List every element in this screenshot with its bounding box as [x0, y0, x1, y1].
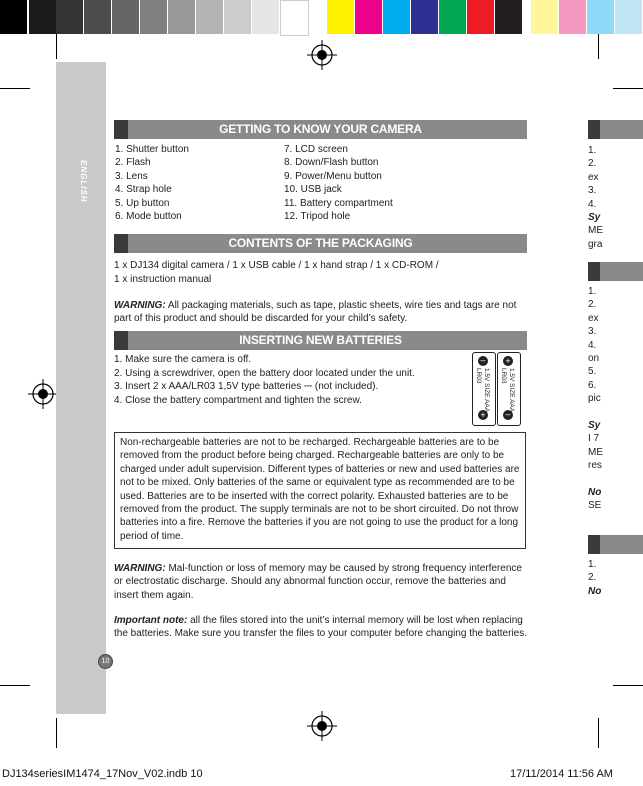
battery-step: 3. Insert 2 x AAA/LR03 1,5V type batteries ⎓ (not included).: [114, 381, 379, 392]
minus-terminal-icon: –: [503, 410, 513, 420]
interference-warning: [114, 562, 527, 602]
battery-type-label: LR03: [500, 368, 507, 384]
crop-mark: [0, 685, 30, 686]
crop-mark: [598, 34, 599, 59]
color-swatch: [495, 0, 522, 34]
language-label: ENGLISH: [79, 160, 88, 203]
crop-mark: [0, 88, 30, 89]
section-header-getting-to-know: [114, 120, 527, 139]
right-page-fragment: ex: [588, 312, 599, 324]
crop-mark: [613, 685, 643, 686]
minus-terminal-icon: –: [478, 356, 488, 366]
crop-mark: [613, 88, 643, 89]
color-swatch: [559, 0, 586, 34]
list-item: 1. Shutter button: [115, 144, 189, 155]
color-swatch: [29, 0, 56, 34]
crop-mark: [598, 718, 599, 748]
important-label: Important note:: [114, 615, 188, 626]
color-swatch: [587, 0, 614, 34]
right-page-section-bar: [588, 120, 643, 139]
section-title: INSERTING NEW BATTERIES: [239, 333, 402, 347]
battery-step: 1. Make sure the camera is off.: [114, 354, 252, 365]
list-item: 8. Down/Flash button: [284, 157, 379, 168]
list-item: 9. Power/Menu button: [284, 171, 382, 182]
battery-size-label: 1.5V SIZE AAA: [508, 368, 515, 413]
warning-text: All packaging materials, such as tape, plastic sheets, wire ties and tags are not part of this product and should be discarded for your child’s safety.: [114, 300, 517, 325]
right-page-fragment: 2.: [588, 299, 597, 311]
footer-date: 17/11/2014 11:56 AM: [510, 768, 613, 780]
color-swatch: [56, 0, 83, 34]
color-swatch: [196, 0, 223, 34]
plus-terminal-icon: +: [503, 356, 513, 366]
color-swatch: [0, 0, 27, 34]
right-page-fragment: 1.: [588, 145, 597, 156]
warning-label: WARNING:: [114, 563, 166, 574]
right-page-fragment: ME: [588, 225, 603, 237]
right-page-fragment: res: [588, 460, 602, 472]
contents-line: 1 x DJ134 digital camera / 1 x USB cable / 1 x hand strap / 1 x CD-ROM /: [114, 260, 439, 271]
color-swatch: [280, 0, 309, 36]
right-page-fragment: 6.: [588, 379, 597, 391]
battery-safety-notice: Non-rechargeable batteries are not to be recharged. Rechargeable batteries are to be removed from the product before being charged. Rechargeable batteries are only to be charged under adult supervision. Different types of batteries or new and used batteries are not to be mixed. Only batteries of the same or equivalent type as recommended are to be used. Batteries are to be inserted with the correct polarity. Exhausted batteries are to be removed from the product. The supply terminals are not to be short circuited. Do not throw batteries into a fire. Remove the batteries if you are not going to use the product for a long period of time.: [114, 432, 526, 549]
color-swatch: [252, 0, 279, 34]
page-number: 10: [98, 654, 113, 669]
color-swatch: [224, 0, 251, 34]
section-header-accent: [114, 120, 128, 139]
color-swatch: [615, 0, 642, 34]
color-swatch: [140, 0, 167, 34]
right-page-fragment: pic: [588, 393, 601, 405]
list-item: 11. Battery compartment: [284, 198, 393, 209]
color-swatch: [112, 0, 139, 34]
crop-mark: [56, 718, 57, 748]
right-page-fragment: No: [588, 585, 602, 597]
right-page-fragment: on: [588, 353, 600, 364]
right-page-fragment: 3.: [588, 326, 597, 338]
right-page-fragment: 4.: [588, 339, 597, 351]
right-page-section-bar: [588, 262, 643, 281]
footer-file-info: DJ134seriesIM1474_17Nov_V02.indb 10: [2, 768, 203, 780]
right-page-fragment: 4.: [588, 198, 597, 210]
color-swatch: [84, 0, 111, 34]
list-item: 10. USB jack: [284, 184, 342, 195]
section-title: GETTING TO KNOW YOUR CAMERA: [219, 122, 422, 136]
section-header-inserting-batteries: [114, 331, 527, 350]
section-header-accent: [114, 234, 128, 253]
list-item: 3. Lens: [115, 171, 148, 182]
list-item: 5. Up button: [115, 198, 170, 209]
right-page-fragment: ex: [588, 171, 599, 183]
right-page-fragment: No: [588, 487, 602, 498]
list-item: 2. Flash: [115, 157, 151, 168]
right-page-fragment: Sy: [588, 420, 601, 431]
color-swatch: [327, 0, 354, 34]
color-swatch: [411, 0, 438, 34]
right-page-fragment: gra: [588, 238, 603, 250]
right-page-fragment: SE: [588, 500, 602, 512]
battery-size-label: 1.5V SIZE AAA: [483, 368, 490, 413]
warning-text: Mal-function or loss of memory may be caused by strong frequency interference or electrostatic discharge. Should any abnormal function occur, remove the batteries and insert them again.: [114, 563, 522, 601]
right-page-section-bar: [588, 535, 643, 554]
registration-mark-left: [28, 379, 58, 409]
crop-mark: [56, 34, 57, 59]
right-page-fragment: 2.: [588, 572, 597, 584]
right-page-fragment: 1.: [588, 286, 597, 297]
list-item: 12. Tripod hole: [284, 211, 351, 222]
section-header-contents: [114, 234, 527, 253]
contents-line: 1 x instruction manual: [114, 274, 212, 285]
plus-terminal-icon: +: [478, 410, 488, 420]
color-swatch: [467, 0, 494, 34]
right-page-fragment: 3.: [588, 185, 597, 197]
list-item: 4. Strap hole: [115, 184, 172, 195]
right-page-fragment: 5.: [588, 366, 597, 378]
battery-step: 2. Using a screwdriver, open the battery door located under the unit.: [114, 368, 415, 379]
color-swatch: [355, 0, 382, 34]
section-title: CONTENTS OF THE PACKAGING: [228, 236, 413, 250]
color-swatch: [439, 0, 466, 34]
list-item: 7. LCD screen: [284, 144, 348, 155]
section-header-accent: [114, 331, 128, 350]
battery-step: 4. Close the battery compartment and tighten the screw.: [114, 395, 362, 406]
color-swatch: [383, 0, 410, 34]
battery-type-label: LR03: [475, 368, 482, 384]
color-swatch: [168, 0, 195, 34]
right-page-fragment: I 7: [588, 433, 600, 445]
right-page-fragment: Sy: [588, 212, 601, 223]
right-page-fragment: ME: [588, 446, 603, 458]
packaging-warning: [114, 299, 527, 326]
right-page-fragment: 2.: [588, 158, 597, 170]
color-swatch: [531, 0, 558, 34]
registration-mark-bottom: [307, 711, 337, 741]
important-text: all the files stored into the unit’s internal memory will be lost when replacing the batteries. Make sure you transfer the files to your computer before changing the batteries.: [114, 615, 528, 640]
important-note: [114, 614, 527, 641]
registration-mark-top: [307, 40, 337, 70]
warning-label: WARNING:: [114, 300, 166, 311]
list-item: 6. Mode button: [115, 211, 182, 222]
right-page-fragment: 1.: [588, 559, 597, 570]
